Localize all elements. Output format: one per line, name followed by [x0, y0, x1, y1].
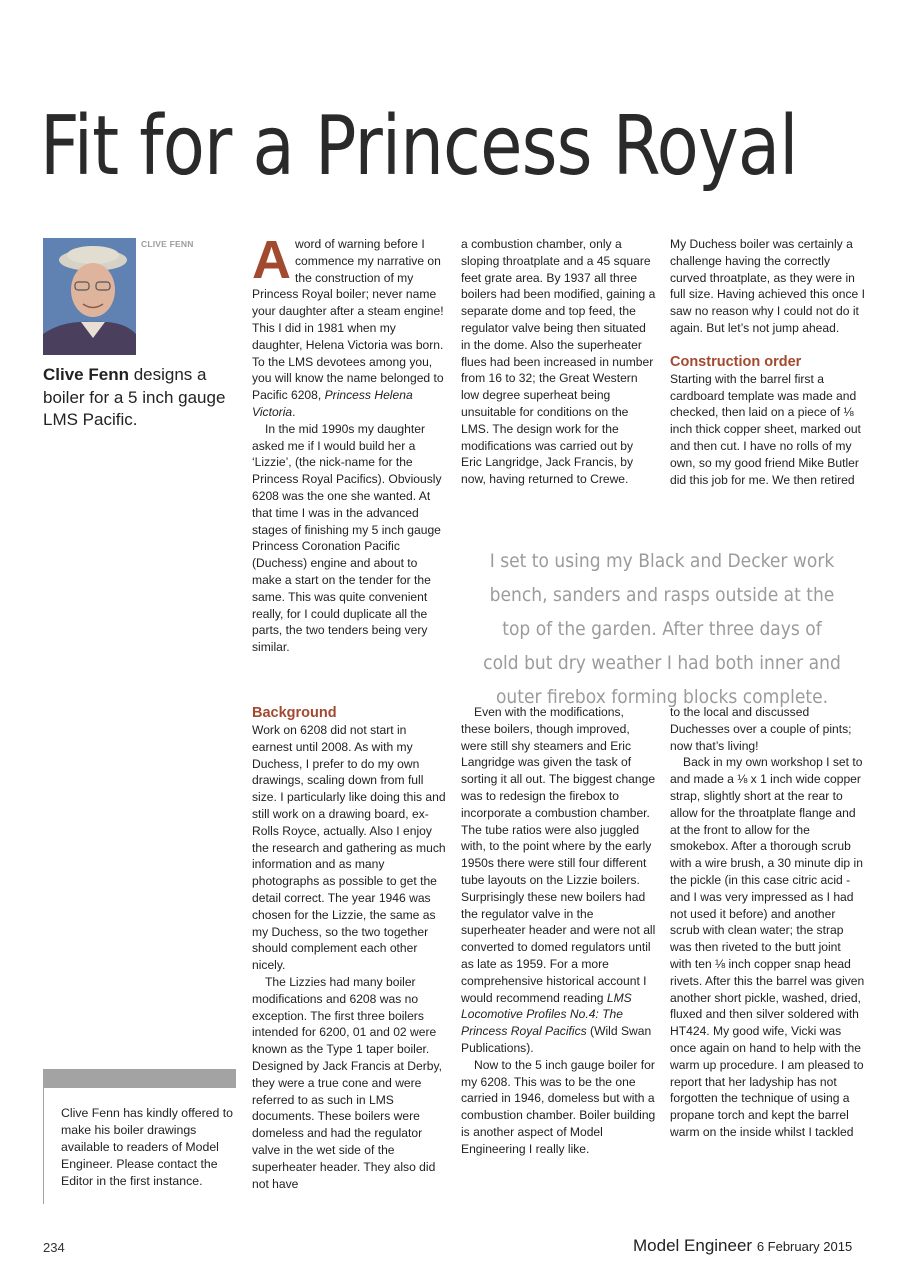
column-2-top — [461, 236, 656, 488]
intro-standfirst — [43, 364, 228, 432]
opening-end: . — [292, 404, 296, 419]
author-photo — [43, 238, 136, 355]
heading-construction-order: Construction order — [670, 353, 802, 370]
footer-masthead — [633, 1236, 852, 1256]
heading-background: Background — [252, 705, 337, 721]
paragraph-duchess: My Duchess boiler was certainly a challenge having the correctly curved throatplate, as they were in full size. Having achieved this once I saw no reason why I could not do it again. But let’s not jump ahead. — [670, 237, 865, 335]
paragraph-modifications: The Lizzies had many boiler modifications and 6208 was no exception. The first three boilers intended for 6200, 01 and 02 were known as the Type 1 taper boiler. Designed by Jack Francis at Derby, they were a true cone and were referred to as such in LMS documents. These boilers were domeless and had the regulator valve in the wet side of the superheater header. They also did not have — [252, 974, 442, 1191]
intro-text: designs a boiler for a 5 inch gauge LMS Pacific. — [43, 365, 226, 429]
column-3-bottom — [670, 704, 865, 1141]
issue-date: 6 February 2015 — [756, 1239, 853, 1254]
intro-author-name: Clive Fenn — [43, 365, 129, 384]
column-1-top — [252, 230, 447, 656]
sidebar-rule — [43, 1088, 44, 1204]
article-title: Fit for a Princess Royal — [40, 99, 798, 194]
book-publisher: (Wild Swan Publications). — [461, 1024, 652, 1055]
column-3-top — [670, 236, 865, 488]
opening-text: word of warning before I commence my narrative on the construction of my Princess Royal boiler; never name your daughter after a steam engine! This I did in 1981 when my daughter, Helena Victoria was born. To the LMS devotees among you, you will know the name belonged to Pacific 6208, — [252, 237, 444, 403]
paragraph-pints: to the local and discussed Duchesses over a couple of pints; now that’s living! — [670, 705, 852, 753]
book-title: LMS Locomotive Profiles No.4: The Princess Royal Pacifics — [461, 990, 632, 1039]
paragraph-shy-steamers — [461, 704, 656, 1057]
page-number: 234 — [43, 1240, 65, 1255]
paragraph-combustion: a combustion chamber, only a sloping throatplate and a 45 square feet grate area. By 1937 all three boilers had been modified, gaining a separate dome and top feed, the regulator valve being then situated in the dome. Also the superheater flues had been increased in number from 16 to 32; the Great Western low degree superheat being unsuitable for conditions on the LMS. The design work for the modifications was carried out by Eric Langridge, Jack Francis, by now, having returned to Crewe. — [461, 237, 656, 487]
paragraph-construction: Starting with the barrel first a cardboard template was made and checked, then laid on a piece of ⅛ inch thick copper sheet, marked out and then cut. I have no rolls of my own, so my good friend Mike Butler did this job for me. We then retired — [670, 371, 861, 487]
paragraph-opening — [252, 230, 447, 421]
locomotive-name: Princess Helena Victoria — [252, 388, 413, 419]
sidebar-note: Clive Fenn has kindly offered to make his boiler drawings available to readers of Model Engineer. Please contact the Editor in the first instance. — [61, 1106, 234, 1188]
shy-steamers-text: Even with the modifications, these boilers, though improved, were still shy steamers and Eric Langridge was given the task of sorting it all out. The biggest change was to redesign the firebox to incorporate a combustion chamber. The tube ratios were also juggled with, to the point where by the early 1950s there were still four different tube layouts on the Lizzie boilers. Surprisingly these new boilers had the regulator valve in the superheater header and were not all converted to domed regulators until as late as 1959. For a more comprehensive historical account I would recommend reading — [461, 705, 656, 1005]
paragraph-lizzie-request: In the mid 1990s my daughter asked me if I would build her a ‘Lizzie’, (the nick-name for the Princess Royal Pacifics). Obviously 6208 was the one she wanted. At that time I was in the advanced stages of finishing my 5 inch gauge Princess Coronation Pacific (Duchess) engine and about to make a start on the tender for the same. This was quite convenient really, for I could duplicate all the parts, the two tenders being very similar. — [252, 421, 442, 655]
pull-quote: I set to using my Black and Decker work bench, sanders and rasps outside at the top of the garden. After three days of cold but dry weather I had both inner and outer firebox forming blocks complete. — [483, 550, 841, 708]
sidebar-header-bar — [43, 1069, 236, 1088]
column-1-bottom — [252, 704, 447, 1192]
column-2-bottom — [461, 704, 656, 1158]
magazine-name: Model Engineer — [633, 1236, 753, 1255]
author-portrait-icon — [43, 238, 136, 355]
paragraph-background: Work on 6208 did not start in earnest until 2008. As with my Duchess, I prefer to do my own drawings, scaling down from full size. I particularly like doing this and still work on a drawing board, ex-Rolls Royce, actually. Also I enjoy the research and gathering as much information and as many photographs as possible to get the detail correct. The year 1946 was chosen for the Lizzie, the same as my Duchess, so the two together should complement each other nicely. — [252, 723, 446, 973]
drop-cap: A — [252, 230, 291, 290]
author-byline: CLIVE FENN — [141, 239, 194, 249]
paragraph-boiler-choice: Now to the 5 inch gauge boiler for my 6208. This was to be the one carried in 1946, domeless but with a combustion chamber. Boiler building is another aspect of Model Engineering I really like. — [461, 1057, 656, 1156]
paragraph-workshop: Back in my own workshop I set to and made a ⅛ x 1 inch wide copper strap, slightly short at the rear to allow for the throatplate flange and at the front to allow for the smokebox. After a thorough scrub with a wire brush, a 30 minute dip in the pickle (in this case citric acid - and I was very impressed as I had not used it before) and another scrub with clean water; the strap was then riveted to the butt joint with ten ⅛ inch copper snap head rivets. After this the barrel was given another short pickle, washed, dried, fluxed and then silver soldered with HT424. My good wife, Vicki was once again on hand to help with the warm up procedure. I am pleased to report that her ladyship has not forgotten the technique of using a propane torch and kept the barrel warm on the inside whilst I tackled — [670, 755, 865, 1139]
